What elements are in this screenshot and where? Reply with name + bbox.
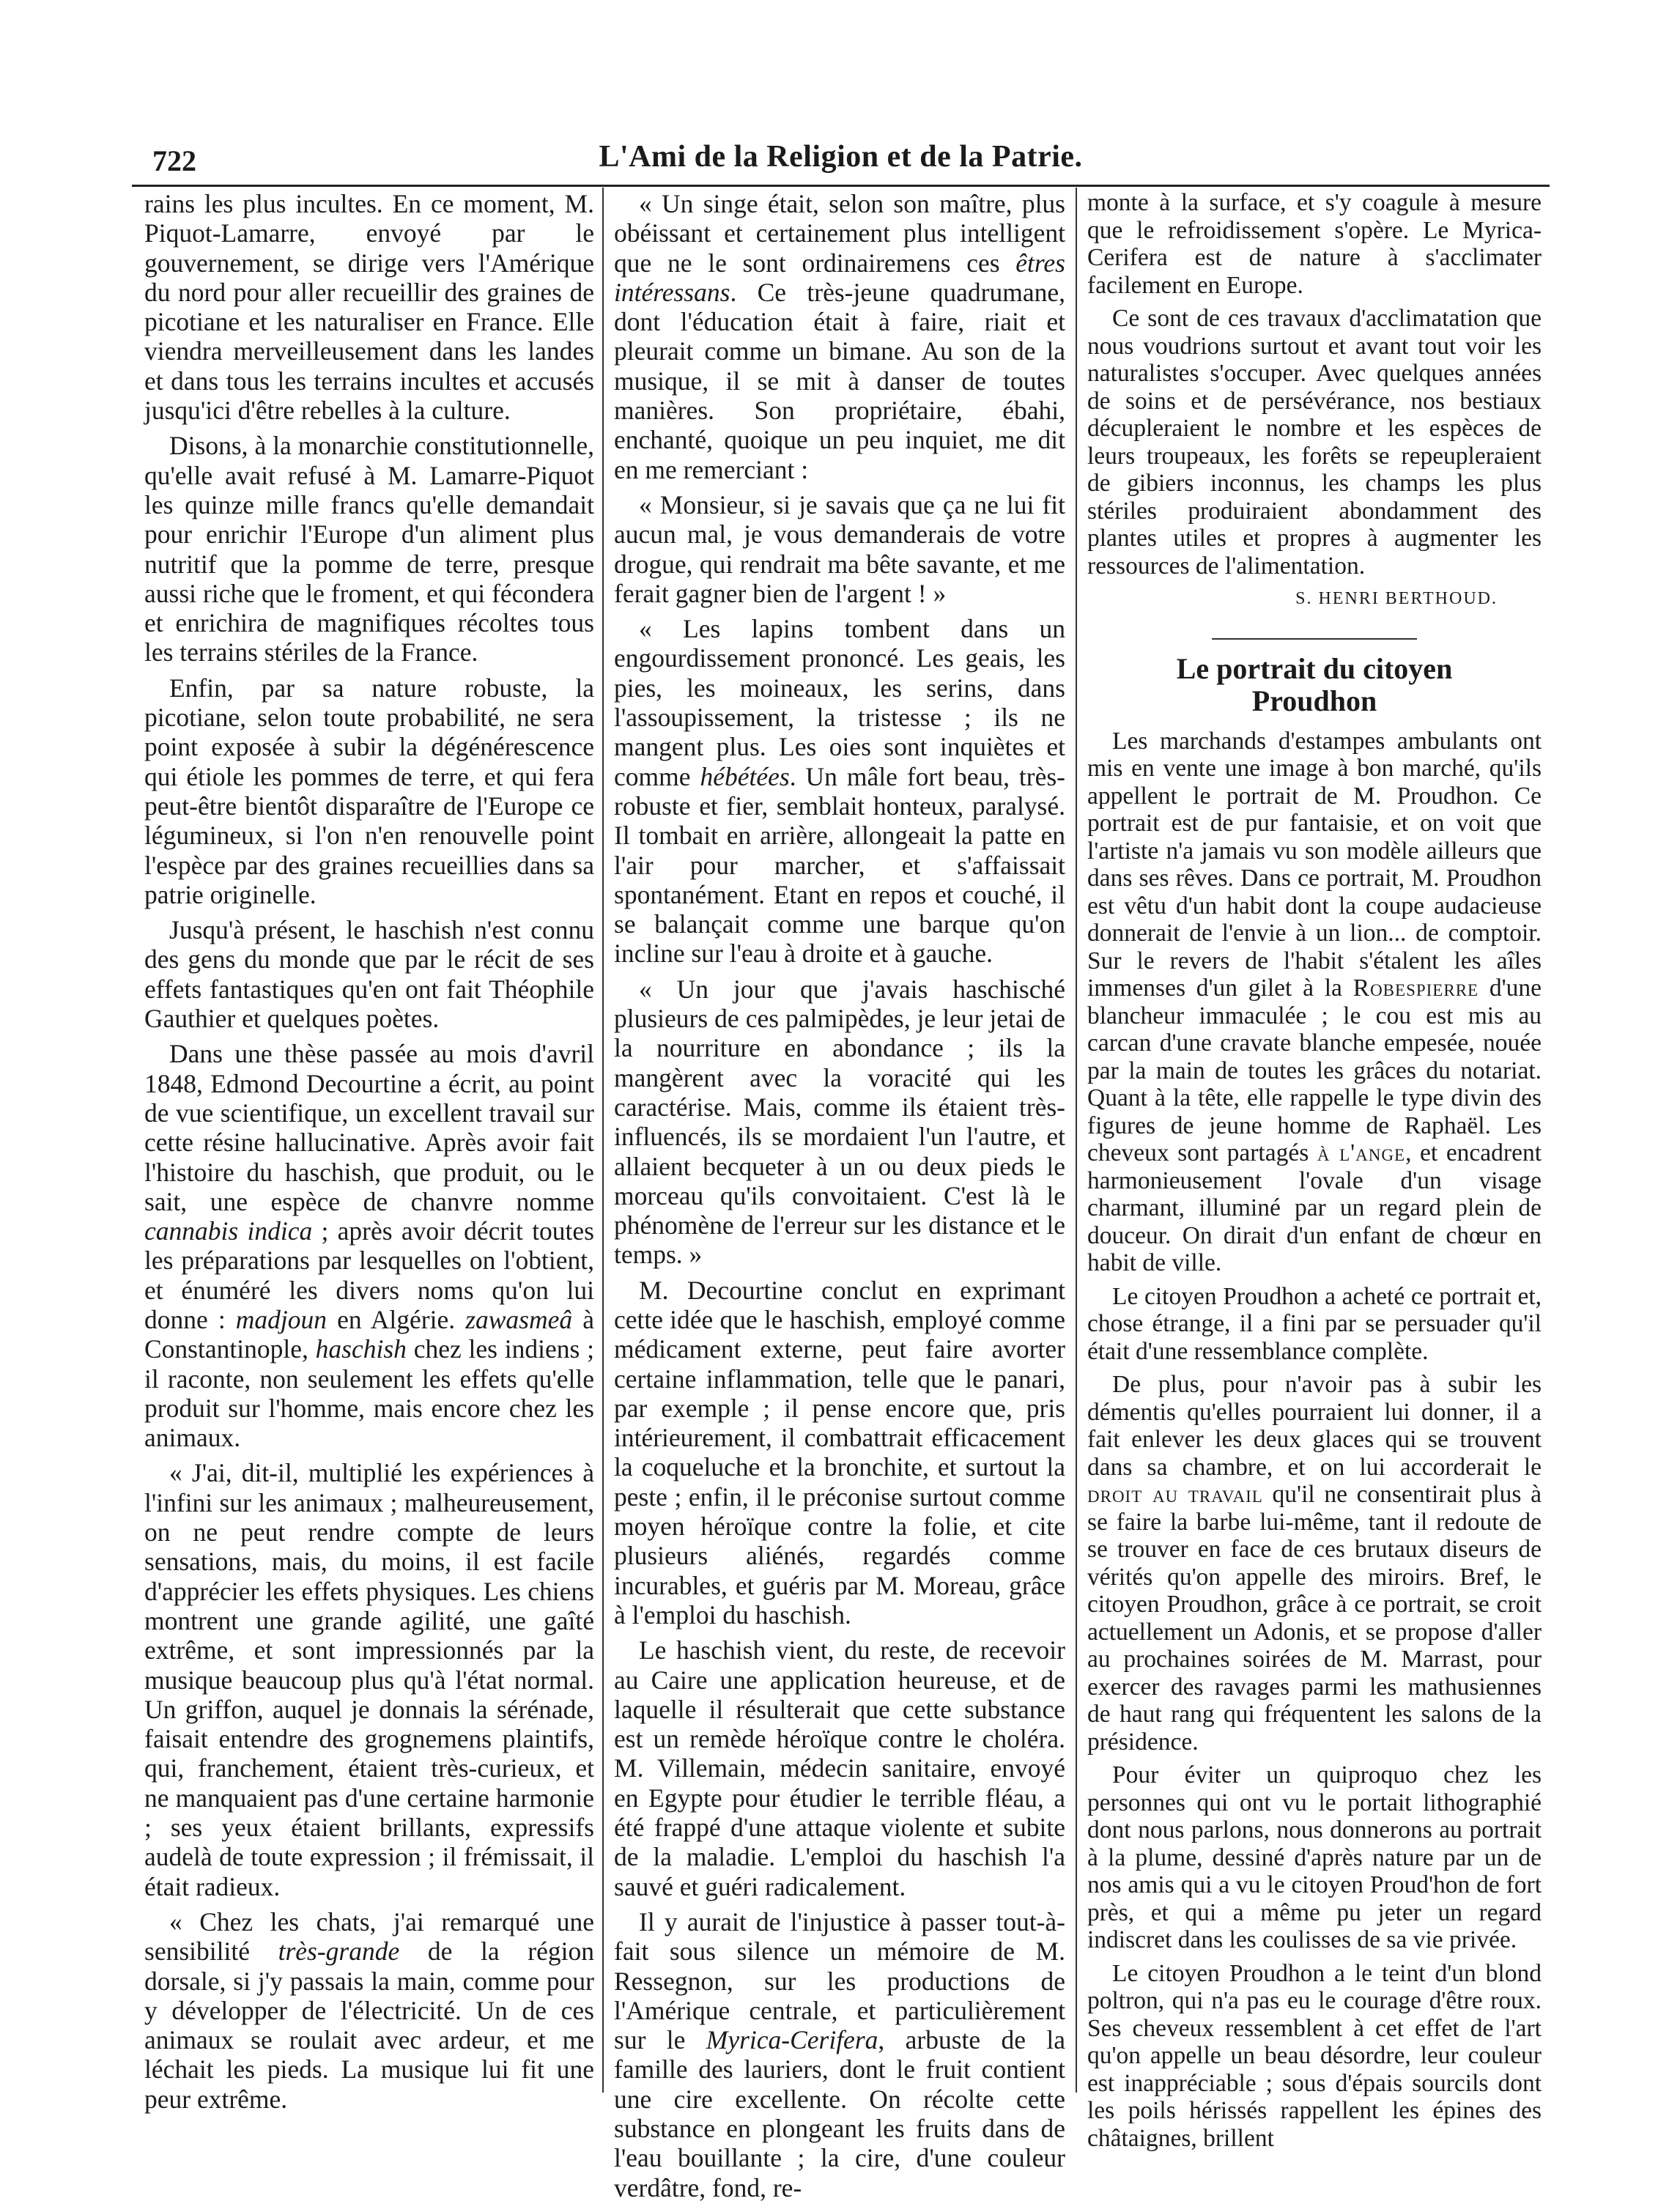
- page-header: [132, 138, 1550, 182]
- running-title: L'Ami de la Religion et de la Patrie.: [599, 140, 1083, 174]
- paragraph: « Monsieur, si je savais que ça ne lui fit aucun mal, je vous demanderais de votre drogue, qui rendrait ma bête savante, et me ferait gagner bien de l'argent ! »: [614, 489, 1065, 608]
- paragraph: Le citoyen Proudhon a le teint d'un blond poltron, qui n'a pas eu le courage d'être roux. Ses cheveux ressemblent à cet effet de l'art qu'on appelle un beau désordre, leur couleur est inappréciable ; sous d'épais sourcils dont les poils hérissés rappellent les épines des châtaignes, brillent: [1087, 1959, 1542, 2152]
- paragraph: Le citoyen Proudhon a acheté ce portrait et, chose étrange, il a fini par se persuader qu'il était d'une ressemblance complète.: [1087, 1282, 1542, 1365]
- paragraph: Enfin, par sa nature robuste, la picotiane, selon toute probabilité, ne sera point exposée à subir la dégénérescence qui étiole les pommes de terre, et qui fera peut-être bientôt disparaître de l'Europe ce légumineux, si l'on n'en renouvelle point l'espèce par des graines recueillies dans sa patrie originelle.: [144, 673, 594, 909]
- paragraph: M. Decourtine conclut en exprimant cette idée que le haschish, employé comme médicament externe, peut faire avorter certaine inflammation, telle que le panari, par exemple ; il pense encore que, pris intérieurement, il combattrait efficacement la coqueluche et la bronchite, et surtout la peste ; enfin, il le préconise surtout comme moyen héroïque contre la folie, et cite plusieurs aliénés, regardés comme incurables, et guéris par M. Moreau, grâce à l'emploi du haschish.: [614, 1275, 1065, 1630]
- section-rule: [1212, 638, 1417, 640]
- paragraph: « Les lapins tombent dans un engourdissement prononcé. Les geais, les pies, les moineaux, les serins, dans l'assoupissement, la tristesse ; ils ne mangent plus. Les oies sont inquiètes et comme hébétées. Un mâle fort beau, très-robuste et fier, semblait honteux, paralysé. Il tombait en arrière, allongeait la patte en l'air pour marcher, et s'affaissait spontanément. Etant en repos et couché, il se balançait comme une barque qu'on incline sur l'eau à droite et à gauche.: [614, 614, 1065, 969]
- author-signature: S. HENRI BERTHOUD.: [1295, 589, 1498, 608]
- page-number: 722: [152, 144, 196, 177]
- paragraph: Ce sont de ces travaux d'acclimatation que nous voudrions surtout et avant tout voir les naturalistes s'occuper. Avec quelques années de soins et de persévérance, nos bestiaux décupleraient le nombre et les espèces de leurs troupeaux, les forêts se repeupleraient de gibiers inconnus, les champs les plus stériles produiraient abondamment des plantes utiles et propres à augmenter les ressources de l'alimentation.: [1087, 305, 1542, 580]
- column-3: [1087, 189, 1542, 2152]
- paragraph: Pour éviter un quiproquo chez les personnes qui ont vu le portait lithographié dont nous parlons, nous donnerons au portrait à la plume, dessiné d'après nature par un de nos amis qui a vu le citoyen Proud'hon de fort près, et qui a même pu jeter un regard indiscret dans les coulisses de sa vie privée.: [1087, 1761, 1542, 1953]
- paragraph: « Un jour que j'avais haschisché plusieurs de ces palmipèdes, je leur jetai de la nourriture en abondance ; ils la mangèrent avec la voracité qui les caractérise. Mais, comme ils étaient très-influencés, ils se mordaient l'un l'autre, et allaient becqueter à un ou deux pieds le morceau qu'ils convoitaient. C'est là le phénomène de l'erreur sur les distance et le temps. »: [614, 974, 1065, 1270]
- paragraph: Jusqu'à présent, le haschish n'est connu des gens du monde que par le récit de ses effets fantastiques qu'en ont fait Théophile Gauthier et quelques poètes.: [144, 915, 594, 1034]
- column-divider-2: [1076, 188, 1077, 2093]
- article-title: Le portrait du citoyen Proudhon: [1176, 651, 1453, 717]
- paragraph: « Chez les chats, j'ai remarqué une sensibilité très-grande de la région dorsale, si j'y passais la main, comme pour y développer de l'électricité. Un de ces animaux se roulait avec ardeur, et me léchait les pieds. La musique lui fit une peur extrême.: [144, 1906, 594, 2114]
- paragraph: Il y aurait de l'injustice à passer tout-à-fait sous silence un mémoire de M. Ressegnon, sur les productions de l'Amérique centrale, et particulièrement sur le Myrica-Cerifera, arbuste de la famille des lauriers, dont le fruit contient une cire excellente. On récolte cette substance en plongeant les fruits dans de l'eau bouillante ; la cire, d'une couleur verdâtre, fond, re-: [614, 1906, 1066, 2202]
- paragraph: « J'ai, dit-il, multiplié les expériences à l'infini sur les animaux ; malheureusement, on ne peut rendre compte de leurs sensations, mais, du moins, il est facile d'apprécier les effets physiques. Les chiens montrent une grande agilité, une gaîté extrême, et sont impressionnés par la musique beaucoup plus qu'à l'état normal. Un griffon, auquel je donnais la sérénade, faisait entendre des grognemens plaintifs, qui, franchement, étaient très-curieux, et ne manquaient pas d'une certaine harmonie ; ses yeux étaient brillants, expressifs audelà de toute expression ; il frémissait, il était radieux.: [144, 1458, 594, 1901]
- header-rule: [132, 185, 1550, 187]
- paragraph: « Un singe était, selon son maître, plus obéissant et certainement plus intelligent que ne le sont ordinairemens ces êtres intéressans. Ce très-jeune quadrumane, dont l'éducation était à faire, riait et pleurait comme un bimane. Au son de la musique, il se mit à danser de toutes manières. Son propriétaire, ébahi, enchanté, quoique un peu inquiet, me dit en me remerciant :: [614, 189, 1065, 484]
- paragraph: rains les plus incultes. En ce moment, M. Piquot-Lamarre, envoyé par le gouvernement, se dirige vers l'Amérique du nord pour aller recueillir des graines de picotiane et les naturaliser en France. Elle viendra merveilleusement dans les landes et dans tous les terrains incultes et accusés jusqu'ici d'être rebelles à la culture.: [144, 189, 594, 426]
- paragraph: Le haschish vient, du reste, de recevoir au Caire une application heureuse, et de laquelle il résulterait que cette substance est un remède héroïque contre le choléra. M. Villemain, médecin sanitaire, envoyé en Egypte pour étudier le terrible fléau, a été frappé d'une attaque violente et subite de la maladie. L'emploi du haschish l'a sauvé et guéri radicalement.: [614, 1635, 1065, 1901]
- paragraph: monte à la surface, et s'y coagule à mesure que le refroidissement s'opère. Le Myrica-Cerifera est de nature à s'acclimater facilement en Europe.: [1087, 189, 1542, 299]
- column-divider-1: [602, 188, 604, 2093]
- paragraph: De plus, pour n'avoir pas à subir les démentis qu'elles pourraient lui donner, il a fait enlever les deux glaces qui se trouvent dans sa chambre, et on lui accorderait le droit au travail qu'il ne consentirait plus à se faire la barbe lui-même, tant il redoute de se trouver en face de ces brutaux diseurs de vérités qu'on appelle des miroirs. Bref, le citoyen Proudhon, grâce à ce portrait, se croit actuellement un Adonis, et se propose d'aller au prochaines soirées de M. Marrast, pour exercer des ravages parmi les mathusiennes de haut rang qui fréquentent les salons de la présidence.: [1087, 1371, 1542, 1756]
- column-1: [144, 189, 594, 2114]
- paragraph: Dans une thèse passée au mois d'avril 1848, Edmond Decourtine a écrit, au point de vue scientifique, un excellent travail sur cette résine hallucinative. Après avoir fait l'histoire du haschish, que produit, ou le sait, une espèce de chanvre nomme cannabis indica ; après avoir décrit toutes les préparations par lesquelles on l'obtient, et énuméré les divers noms qu'on lui donne : madjoun en Algérie. zawasmeâ à Constantinople, haschish chez les indiens ; il raconte, non seulement les effets qu'elle produit sur l'homme, mais encore chez les animaux.: [144, 1039, 594, 1453]
- column-2: [614, 189, 1066, 2202]
- paragraph: Les marchands d'estampes ambulants ont mis en vente une image à bon marché, qu'ils appellent le portrait de M. Proudhon. Ce portrait est de pur fantaisie, et on voit que l'artiste n'a jamais vu son modèle ailleurs que dans ses rêves. Dans ce portrait, M. Proudhon est vêtu d'un habit dont la coupe audacieuse donnerait de l'envie à un lion... de comptoir. Sur le revers de l'habit s'étalent les aîles immenses d'un gilet à la Robespierre d'une blancheur immaculée ; le cou est mis au carcan d'une cravate blanche empesée, nouée par la main de toutes les grâces du notariat. Quant à la tête, elle rappelle le type divin des figures de jeune homme de Raphaël. Les cheveux sont partagés à l'ange, et encadrent harmonieusement l'ovale d'un visage charmant, illuminé par un regard plein de douceur. On dirait d'un enfant de chœur en habit de ville.: [1087, 727, 1542, 1276]
- paragraph: Disons, à la monarchie constitutionnelle, qu'elle avait refusé à M. Lamarre-Piquot les quinze mille francs qu'elle demandait pour enrichir l'Europe d'un aliment plus nutritif que la pomme de terre, presque aussi riche que le froment, et qui fécondera et enrichira de magnifiques récoltes tous les terrains stériles de la France.: [144, 431, 594, 667]
